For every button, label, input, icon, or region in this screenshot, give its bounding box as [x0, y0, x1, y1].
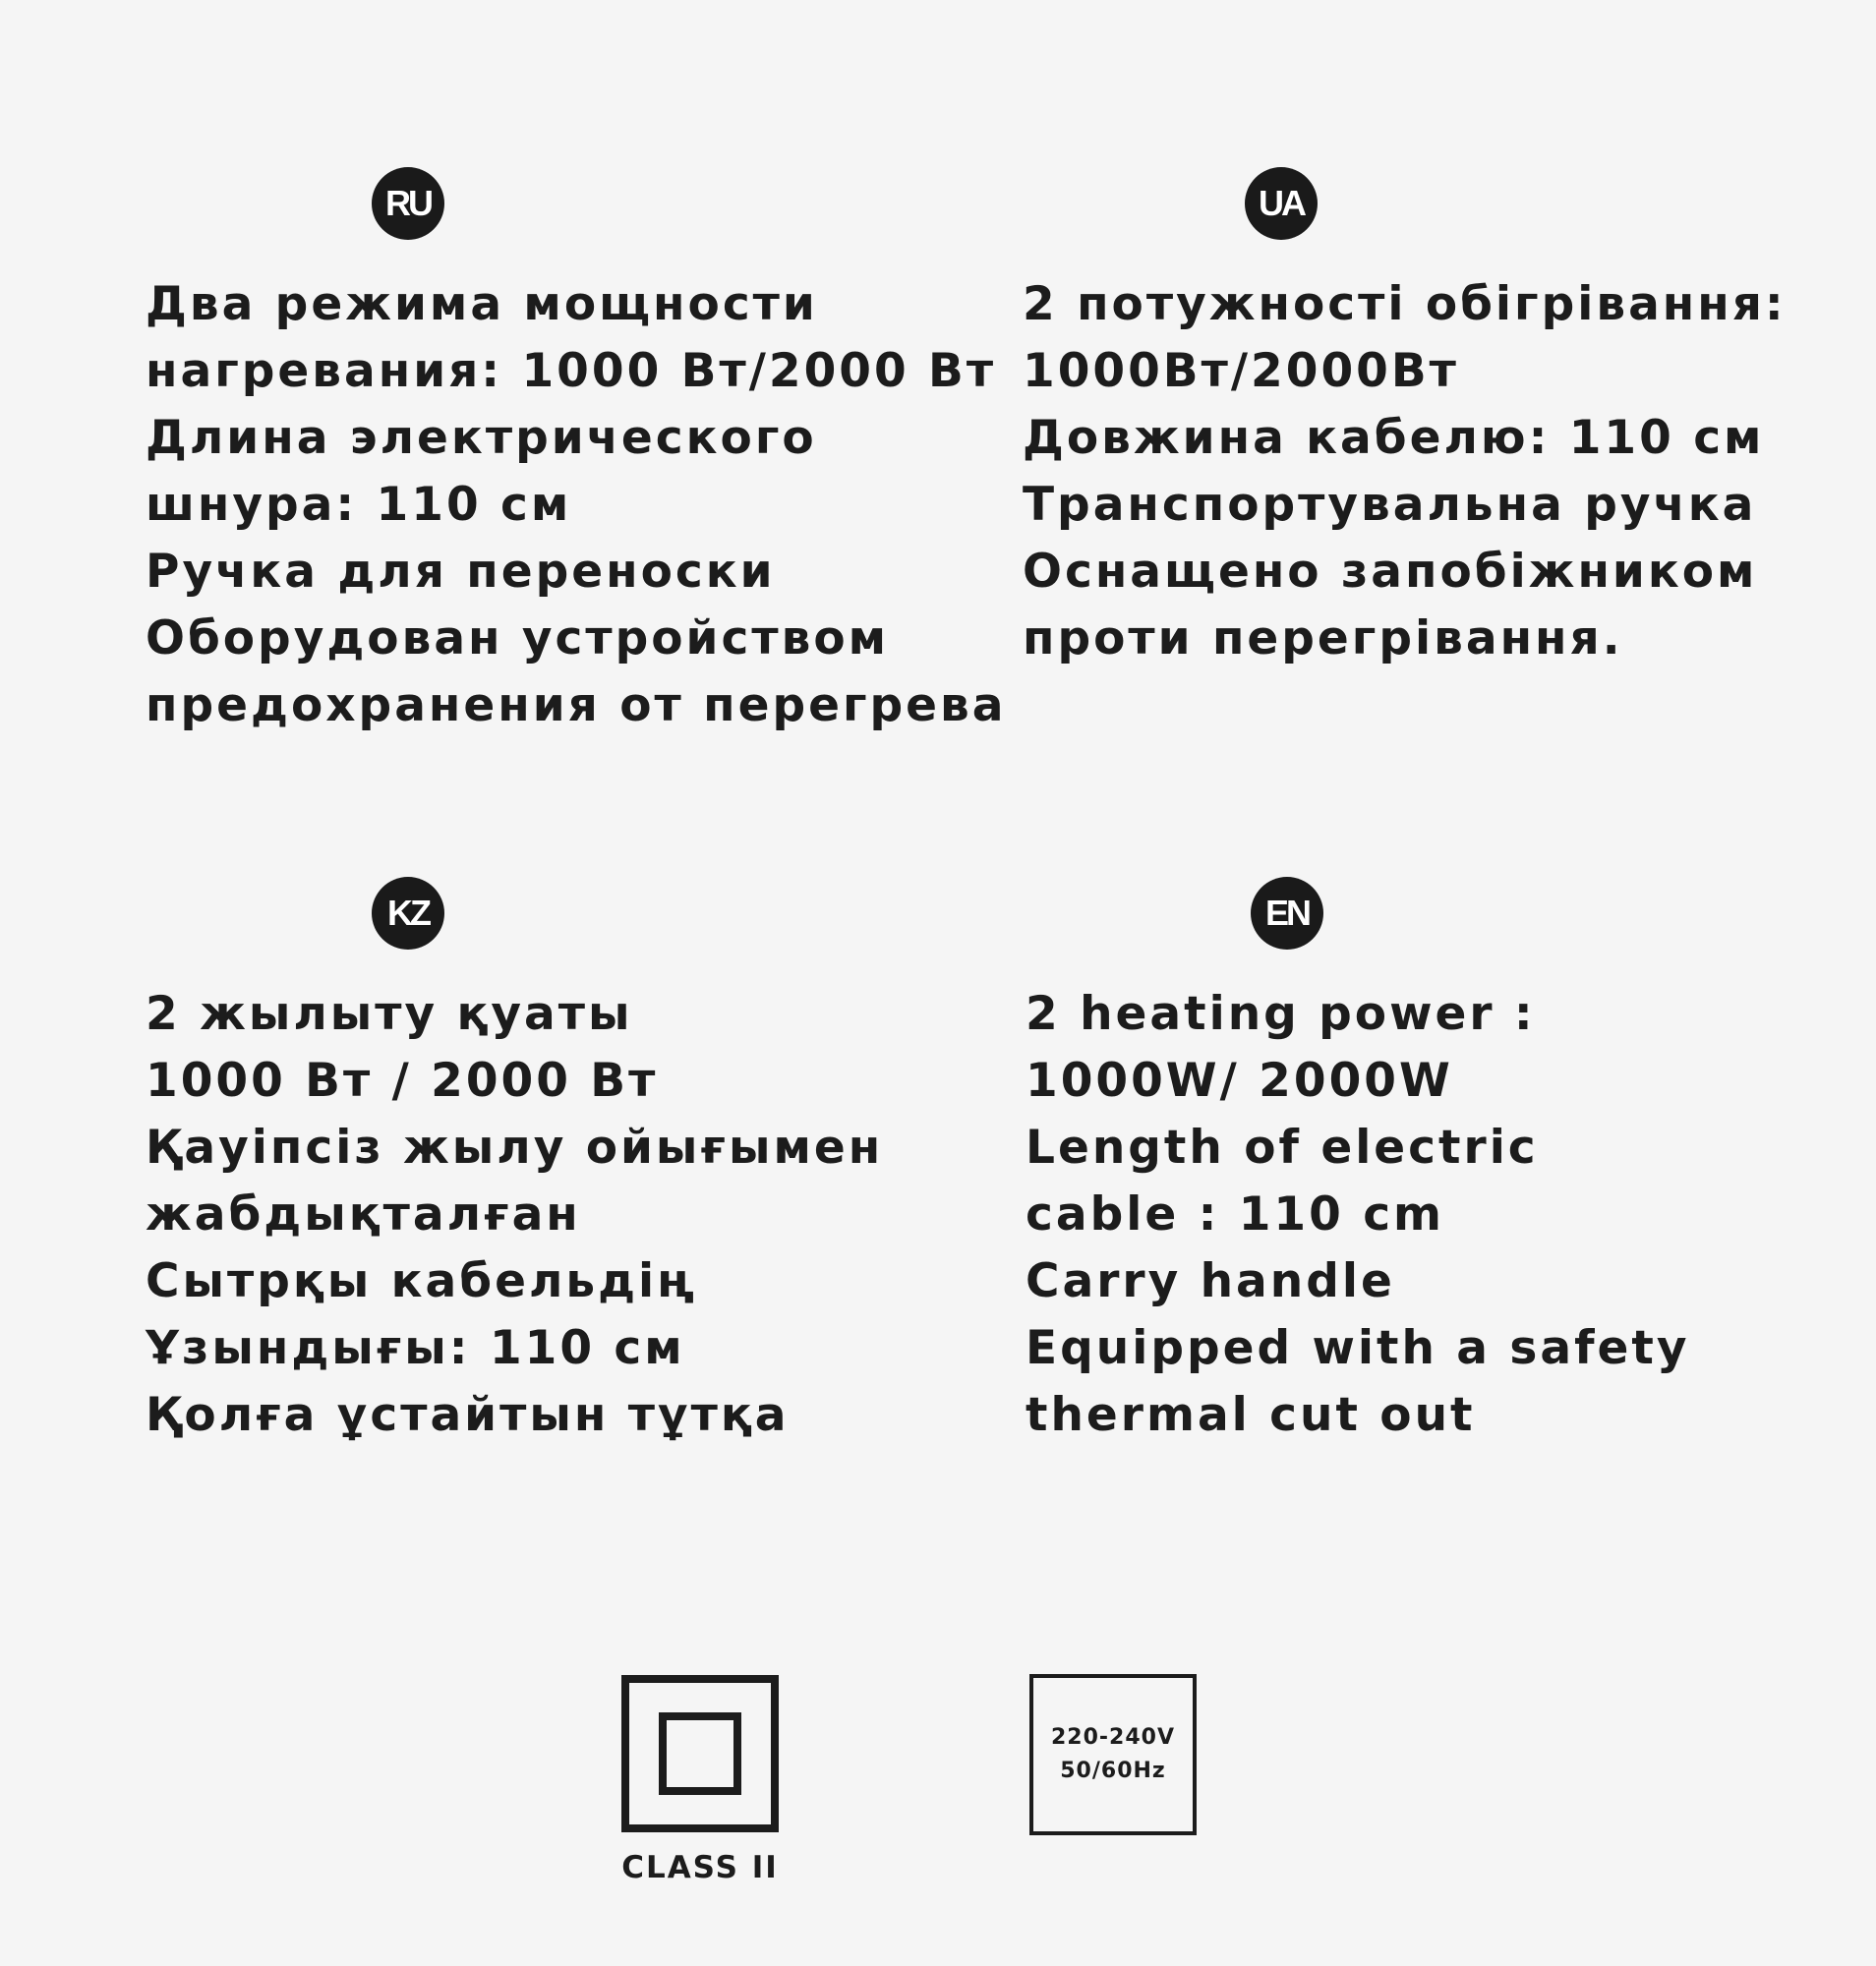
en-spec-line: 1000W/ 2000W [1026, 1054, 1453, 1108]
ua-spec-list [1023, 271, 1787, 672]
ru-spec-line: Длина электрического [146, 411, 817, 465]
en-spec-line: Equipped with a safety [1026, 1321, 1690, 1375]
en-spec-line: Length of electric [1026, 1121, 1539, 1175]
ru-spec-line: Два режима мощности [146, 277, 818, 331]
en-spec-line: thermal cut out [1026, 1388, 1476, 1442]
ru-language-badge: RU [372, 167, 444, 240]
ru-spec-line: Ручка для переноски [146, 545, 776, 599]
kz-spec-line: 1000 Вт / 2000 Вт [146, 1054, 659, 1108]
class-ii-double-insulation-icon [621, 1675, 779, 1832]
ru-spec-line: Оборудован устройством [146, 611, 890, 665]
class-ii-inner-square [659, 1712, 741, 1795]
kz-spec-line: Қолға ұстайтын тұтқа [146, 1388, 790, 1442]
ua-spec-line: Транспортувальна ручка [1023, 478, 1757, 532]
ua-spec-line: Оснащено запобіжником [1023, 545, 1758, 599]
kz-spec-line: 2 жылыту қуаты [146, 987, 633, 1041]
kz-spec-line: жабдықталған [146, 1187, 581, 1242]
ua-language-badge: UA [1245, 167, 1318, 240]
en-spec-list [1026, 981, 1690, 1449]
en-spec-line: Carry handle [1026, 1254, 1395, 1308]
ru-spec-line: предохранения от перегрева [146, 678, 1007, 732]
kz-spec-line: Ұзындығы: 110 см [146, 1321, 685, 1375]
ua-spec-line: 2 потужності обігрівання: [1023, 277, 1787, 331]
en-language-badge: EN [1251, 877, 1323, 950]
ua-spec-line: 1000Вт/2000Вт [1023, 344, 1459, 398]
kz-spec-list [146, 981, 883, 1449]
voltage-value: 220-240V [1050, 1725, 1175, 1750]
ru-spec-line: нагревания: 1000 Вт/2000 Вт [146, 344, 997, 398]
class-ii-label: CLASS II [621, 1850, 779, 1885]
ua-spec-line: Довжина кабелю: 110 см [1023, 411, 1765, 465]
ru-spec-list [146, 271, 1007, 739]
kz-language-badge: KZ [372, 877, 444, 950]
kz-spec-line: Қауіпсіз жылу ойығымен [146, 1121, 884, 1175]
voltage-rating-box [1029, 1674, 1197, 1835]
kz-spec-line: Сытрқы кабельдің [146, 1254, 698, 1308]
ua-spec-line: проти перегрівання. [1023, 611, 1623, 665]
en-spec-line: cable : 110 cm [1026, 1187, 1445, 1242]
frequency-value: 50/60Hz [1060, 1759, 1166, 1783]
ru-spec-line: шнура: 110 см [146, 478, 572, 532]
en-spec-line: 2 heating power : [1026, 987, 1536, 1041]
